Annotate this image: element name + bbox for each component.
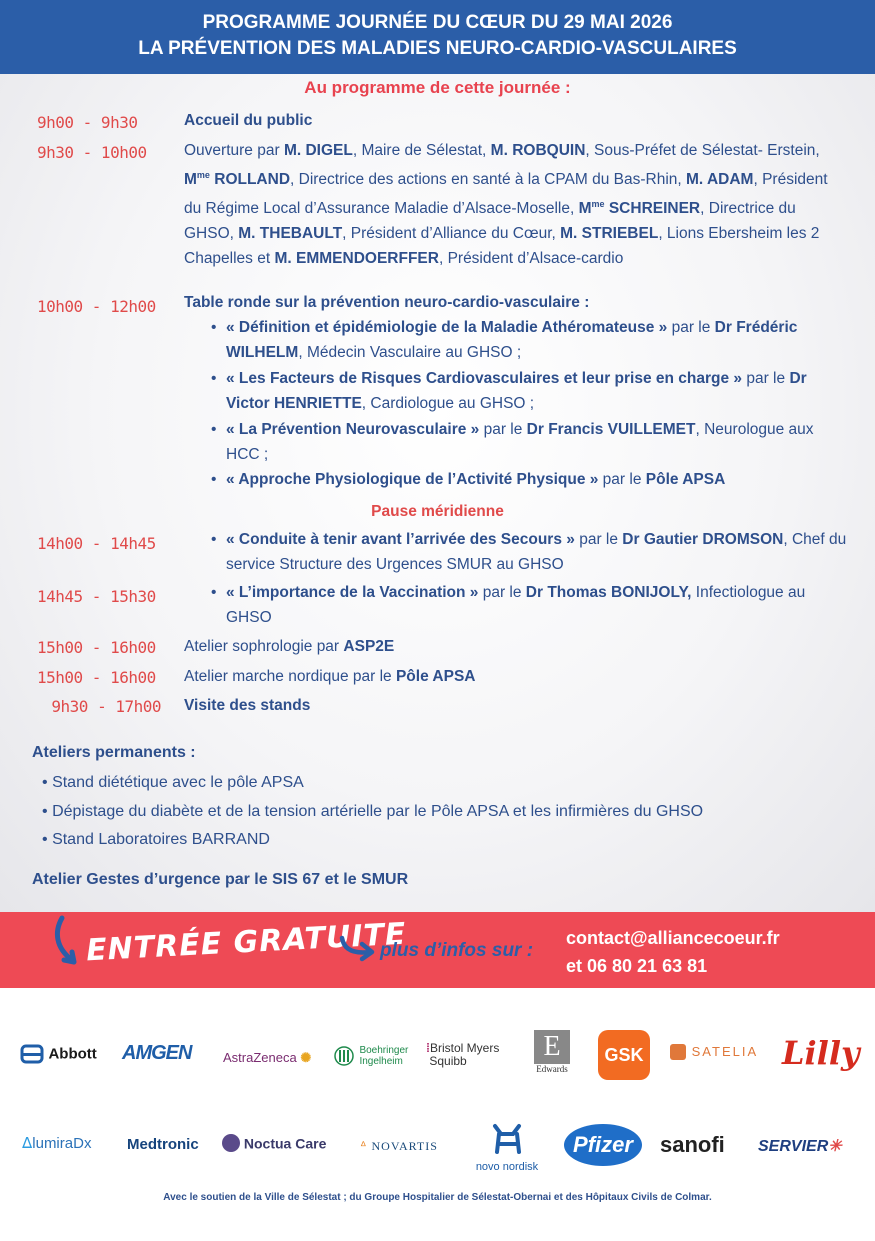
curved-arrow-icon <box>52 914 86 970</box>
time-slot: 9h00 - 9h30 <box>37 113 138 132</box>
footer-note: Avec le soutien de la Ville de Sélestat ; du Groupe Hospitalier de Sélestat-Obernai et des Hôpitaux Civils de Colmar. <box>163 1192 712 1203</box>
abbott-logo: Abbott <box>20 1044 97 1064</box>
list-item: • Stand diététique avec le pôle APSA <box>42 774 304 791</box>
event-text: Atelier sophrologie par ASP2E <box>184 638 395 655</box>
astrazeneca-logo: AstraZeneca ✺ <box>223 1050 312 1065</box>
gsk-logo: GSK <box>598 1030 650 1080</box>
event-text: Accueil du public <box>184 112 313 129</box>
bms-logo: ⁞Bristol Myers Squibb <box>426 1041 500 1068</box>
round-table-title: Table ronde sur la prévention neuro-cardio-vasculaire : <box>184 294 590 311</box>
event-text: Atelier marche nordique par le Pôle APSA <box>184 668 476 685</box>
owl-icon <box>222 1134 240 1152</box>
header-title: PROGRAMME JOURNÉE DU CŒUR DU 29 MAI 2026 <box>202 12 673 33</box>
time-slot: 10h00 - 12h00 <box>37 297 156 316</box>
novartis-logo: ᐞ NOVARTIS <box>360 1139 438 1153</box>
noctua-care-logo: Noctua Care <box>222 1134 326 1152</box>
time-slot: 14h45 - 15h30 <box>37 587 156 606</box>
time-slot: 15h00 - 16h00 <box>37 668 156 687</box>
satelia-logo: SATELIA <box>670 1043 758 1060</box>
time-slot: 15h00 - 16h00 <box>37 638 156 657</box>
lunch-break: Pause méridienne <box>371 503 504 520</box>
boehringer-icon <box>333 1044 355 1068</box>
page-header <box>0 0 875 74</box>
satelia-icon <box>670 1044 686 1060</box>
contact-email[interactable]: contact@alliancecoeur.fr <box>566 928 780 948</box>
amgen-logo: AMGEN <box>122 1042 192 1064</box>
sanofi-logo: sanofi <box>660 1132 725 1157</box>
apis-bull-icon <box>487 1120 527 1158</box>
time-slot: 9h30 - 10h00 <box>37 143 147 162</box>
lumiradx-logo: ᐃlumiraDx <box>22 1135 92 1152</box>
abbott-icon <box>20 1044 44 1064</box>
time-slot: 14h00 - 14h45 <box>37 534 156 553</box>
program-intro: Au programme de cette journée : <box>304 78 571 97</box>
edwards-icon: E <box>534 1030 570 1064</box>
bullet-icon: • <box>211 421 217 438</box>
list-item: • Stand Laboratoires BARRAND <box>42 831 270 848</box>
free-entry-text: ENTRÉE GRATUITE <box>85 916 408 969</box>
lilly-logo: Lilly <box>782 1034 860 1072</box>
novo-nordisk-logo: novo nordisk <box>472 1120 542 1173</box>
list-item: • Dépistage du diabète et de la tension artérielle par le Pôle APSA et les infirmières du GHSO <box>42 803 704 820</box>
bullet-icon: • <box>211 531 217 548</box>
bullet-icon: • <box>211 319 217 336</box>
boehringer-logo: Boehringer Ingelheim <box>333 1044 408 1068</box>
bullet-icon: • <box>211 584 217 601</box>
more-info-label: plus d’infos sur : <box>380 940 534 961</box>
first-aid-workshop: Atelier Gestes d’urgence par le SIS 67 et le SMUR <box>32 871 409 888</box>
permanent-workshops-title: Ateliers permanents : <box>32 744 196 761</box>
bullet-icon: • <box>211 471 217 488</box>
arrow-right-icon <box>338 932 378 962</box>
event-text: Visite des stands <box>184 697 311 714</box>
pfizer-logo: Pfizer <box>564 1124 642 1166</box>
opening-text: Ouverture par M. DIGEL, Maire de Sélestat, M. ROBQUIN, Sous-Préfet de Sélestat- Erstein, $M^{me}$ ROLLAND, Directrice des actions en santé à la CPAM du Bas-Rhin, M. ADAM, Président du Régime Local d’Assurance Maladie d’Alsace-Moselle, $M^{me}$ SCHREINER, Directrice du GHSO, M. THEBAULT, Président d’Alliance du Cœur, M. STRIEBEL, Lions Ebersheim les 2 Chapelles et M. EMMENDOERFFER, Président d’Alsace-cardio <box>184 142 828 268</box>
servier-logo: SERVIER✳ <box>758 1138 842 1155</box>
time-slot: 9h30 - 17h00 <box>51 697 161 716</box>
medtronic-logo: Medtronic <box>127 1136 199 1153</box>
contact-info <box>566 924 780 980</box>
bullet-icon: • <box>211 370 217 387</box>
edwards-logo: E Edwards <box>532 1030 572 1074</box>
contact-phone: et 06 80 21 63 81 <box>566 956 708 976</box>
header-subtitle: LA PRÉVENTION DES MALADIES NEURO-CARDIO-VASCULAIRES <box>138 38 737 59</box>
